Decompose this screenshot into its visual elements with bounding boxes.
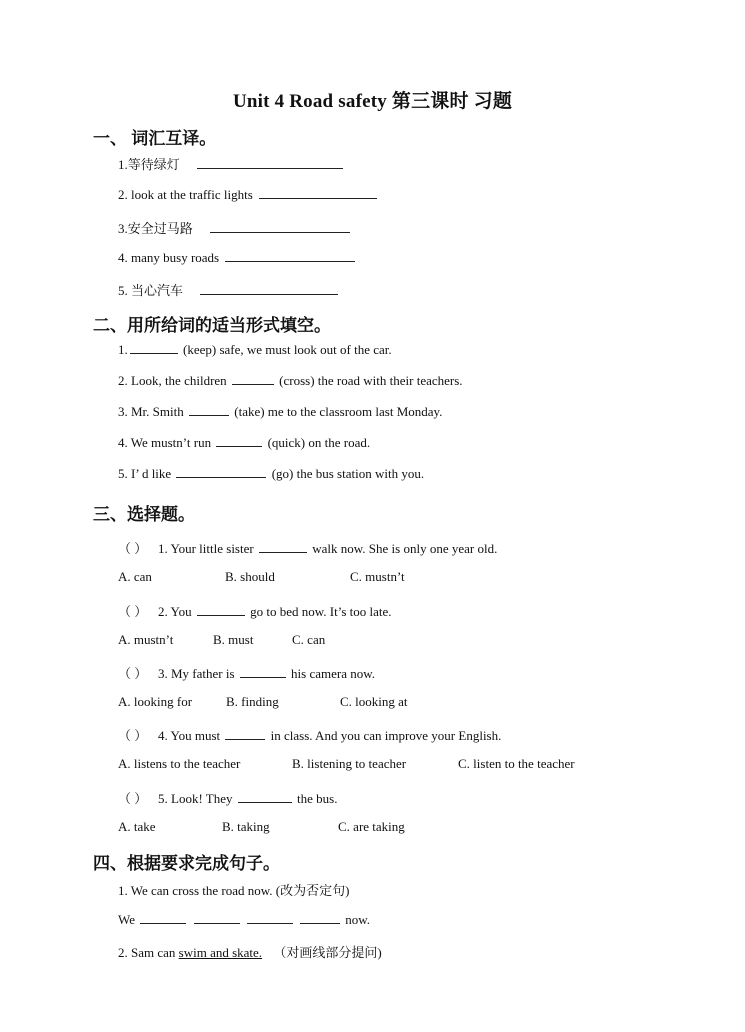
- answer-blank: [259, 540, 307, 553]
- answer-paren[interactable]: （ ）: [118, 604, 148, 619]
- mc-question-post: his camera now.: [291, 666, 376, 681]
- vocab-item-4: [118, 249, 357, 266]
- answer-blank[interactable]: [189, 403, 229, 416]
- fill-item-3: [118, 403, 442, 420]
- fill-item-1: [118, 341, 392, 358]
- mc-option-2b: B. must: [213, 632, 254, 647]
- answer-blank[interactable]: [130, 341, 178, 354]
- underlined-phrase: swim and skate.: [178, 945, 263, 960]
- rewrite-answer-we: We: [118, 912, 135, 927]
- answer-blank[interactable]: [140, 911, 186, 924]
- vocab-item-text: 2. look at the traffic lights: [118, 187, 253, 202]
- mc-option-3a: A. looking for: [118, 694, 193, 709]
- answer-blank[interactable]: [232, 372, 274, 385]
- answer-blank: [238, 790, 292, 803]
- mc-question-1: [118, 538, 497, 557]
- answer-blank[interactable]: [225, 249, 355, 262]
- mc-option-1b: B. should: [225, 569, 275, 584]
- mc-option-4a: A. listens to the teacher: [118, 756, 241, 771]
- mc-question-3: [118, 663, 375, 682]
- mc-question-5: [118, 788, 337, 807]
- answer-blank: [240, 665, 286, 678]
- section-3-heading: 三、选择题。: [93, 505, 195, 524]
- fill-item-pre: 5. I’ d like: [118, 466, 172, 481]
- mc-question-2: [118, 601, 392, 620]
- rewrite-item-pre: 2. Sam can: [118, 945, 176, 960]
- fill-item-pre: 3. Mr. Smith: [118, 404, 184, 419]
- rewrite-item-1: 1. We can cross the road now. (改为否定句): [118, 883, 350, 898]
- mc-option-5c: C. are taking: [338, 819, 405, 834]
- vocab-item-text: 4. many busy roads: [118, 250, 220, 265]
- mc-question-pre: 3. My father is: [158, 666, 235, 681]
- answer-blank[interactable]: [247, 911, 293, 924]
- mc-question-pre: 4. You must: [158, 728, 221, 743]
- vocab-item-text: 5. 当心汽车: [118, 283, 184, 298]
- answer-blank[interactable]: [210, 220, 350, 233]
- answer-blank[interactable]: [300, 911, 340, 924]
- page-title: Unit 4 Road safety 第三课时 习题: [232, 91, 513, 112]
- answer-blank[interactable]: [216, 434, 262, 447]
- mc-question-post: the bus.: [297, 791, 338, 806]
- mc-question-post: in class. And you can improve your English.: [270, 728, 502, 743]
- mc-option-2a: A. mustn’t: [118, 632, 174, 647]
- mc-option-3b: B. finding: [226, 694, 279, 709]
- rewrite-answer-1: [118, 911, 370, 928]
- fill-item-4: [118, 434, 370, 451]
- section-2-heading: 二、用所给词的适当形式填空。: [93, 316, 331, 335]
- fill-item-post: (quick) on the road.: [267, 435, 371, 450]
- answer-paren[interactable]: （ ）: [118, 666, 148, 681]
- fill-item-post: (go) the bus station with you.: [271, 466, 425, 481]
- mc-option-4c: C. listen to the teacher: [458, 756, 575, 771]
- answer-paren[interactable]: （ ）: [118, 791, 148, 806]
- vocab-item-1: [118, 154, 345, 173]
- vocab-item-3: [118, 218, 352, 237]
- fill-item-pre: 4. We mustn’t run: [118, 435, 212, 450]
- section-1-heading: 一、 词汇互译。: [93, 129, 217, 148]
- answer-blank: [225, 727, 265, 740]
- fill-item-5: [118, 465, 424, 482]
- fill-item-post: (keep) safe, we must look out of the car.: [183, 342, 392, 357]
- answer-blank[interactable]: [197, 156, 343, 169]
- fill-item-post: (cross) the road with their teachers.: [279, 373, 463, 388]
- mc-option-5a: A. take: [118, 819, 156, 834]
- fill-item-post: (take) me to the classroom last Monday.: [234, 404, 443, 419]
- rewrite-answer-now: now.: [345, 912, 371, 927]
- fill-item-pre: 1.: [118, 342, 128, 357]
- mc-option-5b: B. taking: [222, 819, 270, 834]
- vocab-item-2: [118, 186, 379, 203]
- answer-paren[interactable]: （ ）: [118, 541, 148, 556]
- mc-question-post: go to bed now. It’s too late.: [250, 604, 392, 619]
- vocab-item-text: 1.等待绿灯: [118, 157, 180, 172]
- answer-blank[interactable]: [200, 282, 338, 295]
- mc-option-3c: C. looking at: [340, 694, 408, 709]
- answer-paren[interactable]: （ ）: [118, 728, 148, 743]
- vocab-item-text: 3.安全过马路: [118, 221, 193, 236]
- fill-item-pre: 2. Look, the children: [118, 373, 227, 388]
- section-4-heading: 四、根据要求完成句子。: [93, 854, 280, 873]
- answer-blank[interactable]: [259, 186, 377, 199]
- mc-question-pre: 2. You: [158, 604, 192, 619]
- answer-blank[interactable]: [176, 465, 266, 478]
- mc-question-pre: 1. Your little sister: [158, 541, 254, 556]
- mc-option-4b: B. listening to teacher: [292, 756, 407, 771]
- mc-option-2c: C. can: [292, 632, 326, 647]
- vocab-item-5: [118, 280, 340, 299]
- fill-item-2: [118, 372, 463, 389]
- mc-question-post: walk now. She is only one year old.: [312, 541, 498, 556]
- mc-question-pre: 5. Look! They: [158, 791, 233, 806]
- mc-question-4: [118, 725, 501, 744]
- rewrite-item-2: [118, 942, 382, 961]
- mc-option-1a: A. can: [118, 569, 152, 584]
- rewrite-item-note: （对画线部分提问): [273, 945, 382, 960]
- mc-option-1c: C. mustn’t: [350, 569, 405, 584]
- answer-blank[interactable]: [194, 911, 240, 924]
- answer-blank: [197, 603, 245, 616]
